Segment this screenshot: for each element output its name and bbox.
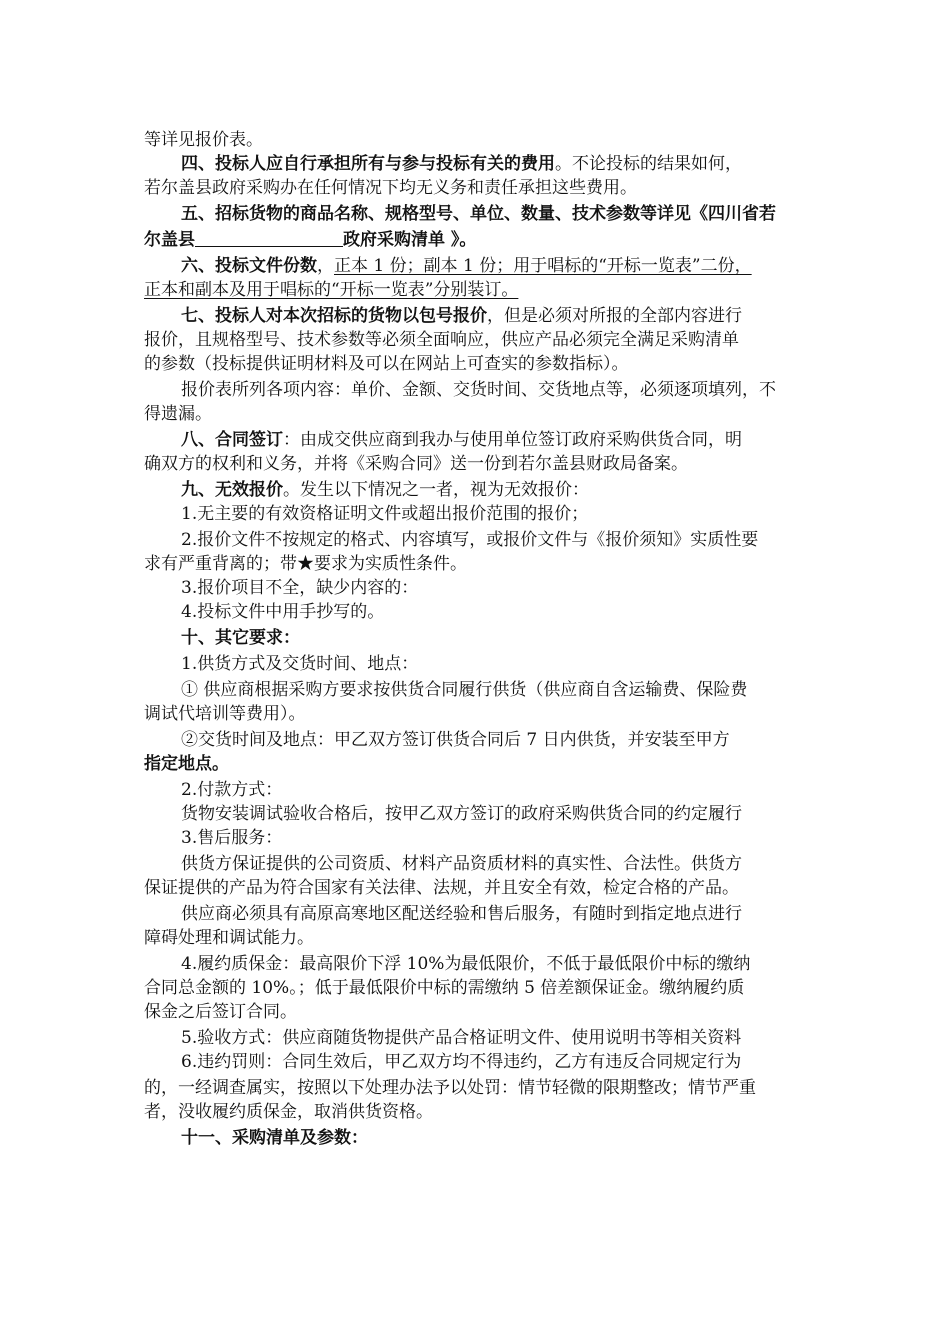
paragraph-line: 货物安装调试验收合格后，按甲乙双方签订的政府采购供货合同的约定履行 xyxy=(181,804,742,824)
paragraph-line: 合同总金额的 10%。；低于最低限价中标的需缴纳 5 倍差额保证金。缴纳履约质 xyxy=(144,978,745,998)
paragraph-line: 得遗漏。 xyxy=(144,404,212,424)
blank-field xyxy=(195,228,343,247)
section-seven: 七、投标人对本次招标的货物以包号报价，但是必须对所报的全部内容进行 xyxy=(181,306,742,326)
paragraph-line: 调试代培训等费用）。 xyxy=(144,704,306,724)
list-item: 4.履约质保金：最高限价下浮 10%为最低限价，不低于最低限价中标的缴纳 xyxy=(181,954,751,974)
paragraph-line: 尔盖县 政府采购清单 》。 xyxy=(144,230,477,250)
section-ten: 十、其它要求： xyxy=(181,628,300,648)
paragraph-line: 保金之后签订合同。 xyxy=(144,1002,297,1022)
paragraph-line: 报价表所列各项内容：单价、金额、交货时间、交货地点等，必须逐项填列，不 xyxy=(181,380,776,400)
paragraph-line: 障碍处理和调试能力。 xyxy=(144,928,314,948)
list-item: 3.报价项目不全，缺少内容的： xyxy=(181,578,419,598)
paragraph-line: 确双方的权利和义务，并将《采购合同》送一份到若尔盖县财政局备案。 xyxy=(144,454,688,474)
list-item: 3.售后服务： xyxy=(181,828,283,848)
list-item: 1.无主要的有效资格证明文件或超出报价范围的报价； xyxy=(181,504,589,524)
paragraph-line: 等详见报价表。 xyxy=(144,130,263,150)
paragraph-line: 的参数（投标提供证明材料及可以在网站上可查实的参数指标）。 xyxy=(144,354,629,374)
section-six: 六、投标文件份数，正本 1 份；副本 1 份；用于唱标的“开标一览表”二份， xyxy=(181,256,752,276)
list-item: 4.投标文件中用手抄写的。 xyxy=(181,602,385,622)
list-item: ① 供应商根据采购方要求按供货合同履行供货（供应商自含运输费、保险费 xyxy=(181,680,748,700)
section-five: 五、招标货物的商品名称、规格型号、单位、数量、技术参数等详见《四川省若 xyxy=(181,204,776,224)
section-eleven: 十一、采购清单及参数： xyxy=(181,1128,368,1148)
section-eight: 八、合同签订：由成交供应商到我办与使用单位签订政府采购供货合同，明 xyxy=(181,430,742,450)
list-item: ②交货时间及地点：甲乙双方签订供货合同后 7 日内供货，并安装至甲方 xyxy=(181,730,730,750)
list-item: 6.违约罚则：合同生效后，甲乙双方均不得违约，乙方有违反合同规定行为 xyxy=(181,1052,742,1072)
paragraph-line: 供货方保证提供的公司资质、材料产品资质材料的真实性、合法性。供货方 xyxy=(181,854,742,874)
paragraph-line: 指定地点。 xyxy=(144,754,229,774)
section-four: 四、投标人应自行承担所有与参与投标有关的费用。不论投标的结果如何， xyxy=(181,154,742,174)
paragraph-line: 供应商必须具有高原高寒地区配送经验和售后服务，有随时到指定地点进行 xyxy=(181,904,742,924)
paragraph-line: 若尔盖县政府采购办在任何情况下均无义务和责任承担这些费用。 xyxy=(144,178,637,198)
section-nine: 九、无效报价。发生以下情况之一者，视为无效报价： xyxy=(181,480,589,500)
list-item: 2.报价文件不按规定的格式、内容填写，或报价文件与《报价须知》实质性要 xyxy=(181,530,759,550)
paragraph-line: 正本和副本及用于唱标的“开标一览表”分别装订。 xyxy=(144,280,519,300)
paragraph-line: 者，没收履约质保金，取消供货资格。 xyxy=(144,1102,433,1122)
paragraph-line: 的，一经调查属实，按照以下处理办法予以处罚：情节轻微的限期整改；情节严重 xyxy=(144,1078,756,1098)
paragraph-line: 保证提供的产品为符合国家有关法律、法规，并且安全有效，检定合格的产品。 xyxy=(144,878,739,898)
paragraph-line: 求有严重背离的；带★要求为实质性条件。 xyxy=(144,554,467,574)
paragraph-line: 报价，且规格型号、技术参数等必须全面响应，供应产品必须完全满足采购清单 xyxy=(144,330,739,350)
list-item: 5.验收方式：供应商随货物提供产品合格证明文件、使用说明书等相关资料 xyxy=(181,1028,742,1048)
list-item: 1.供货方式及交货时间、地点： xyxy=(181,654,419,674)
list-item: 2.付款方式： xyxy=(181,780,283,800)
